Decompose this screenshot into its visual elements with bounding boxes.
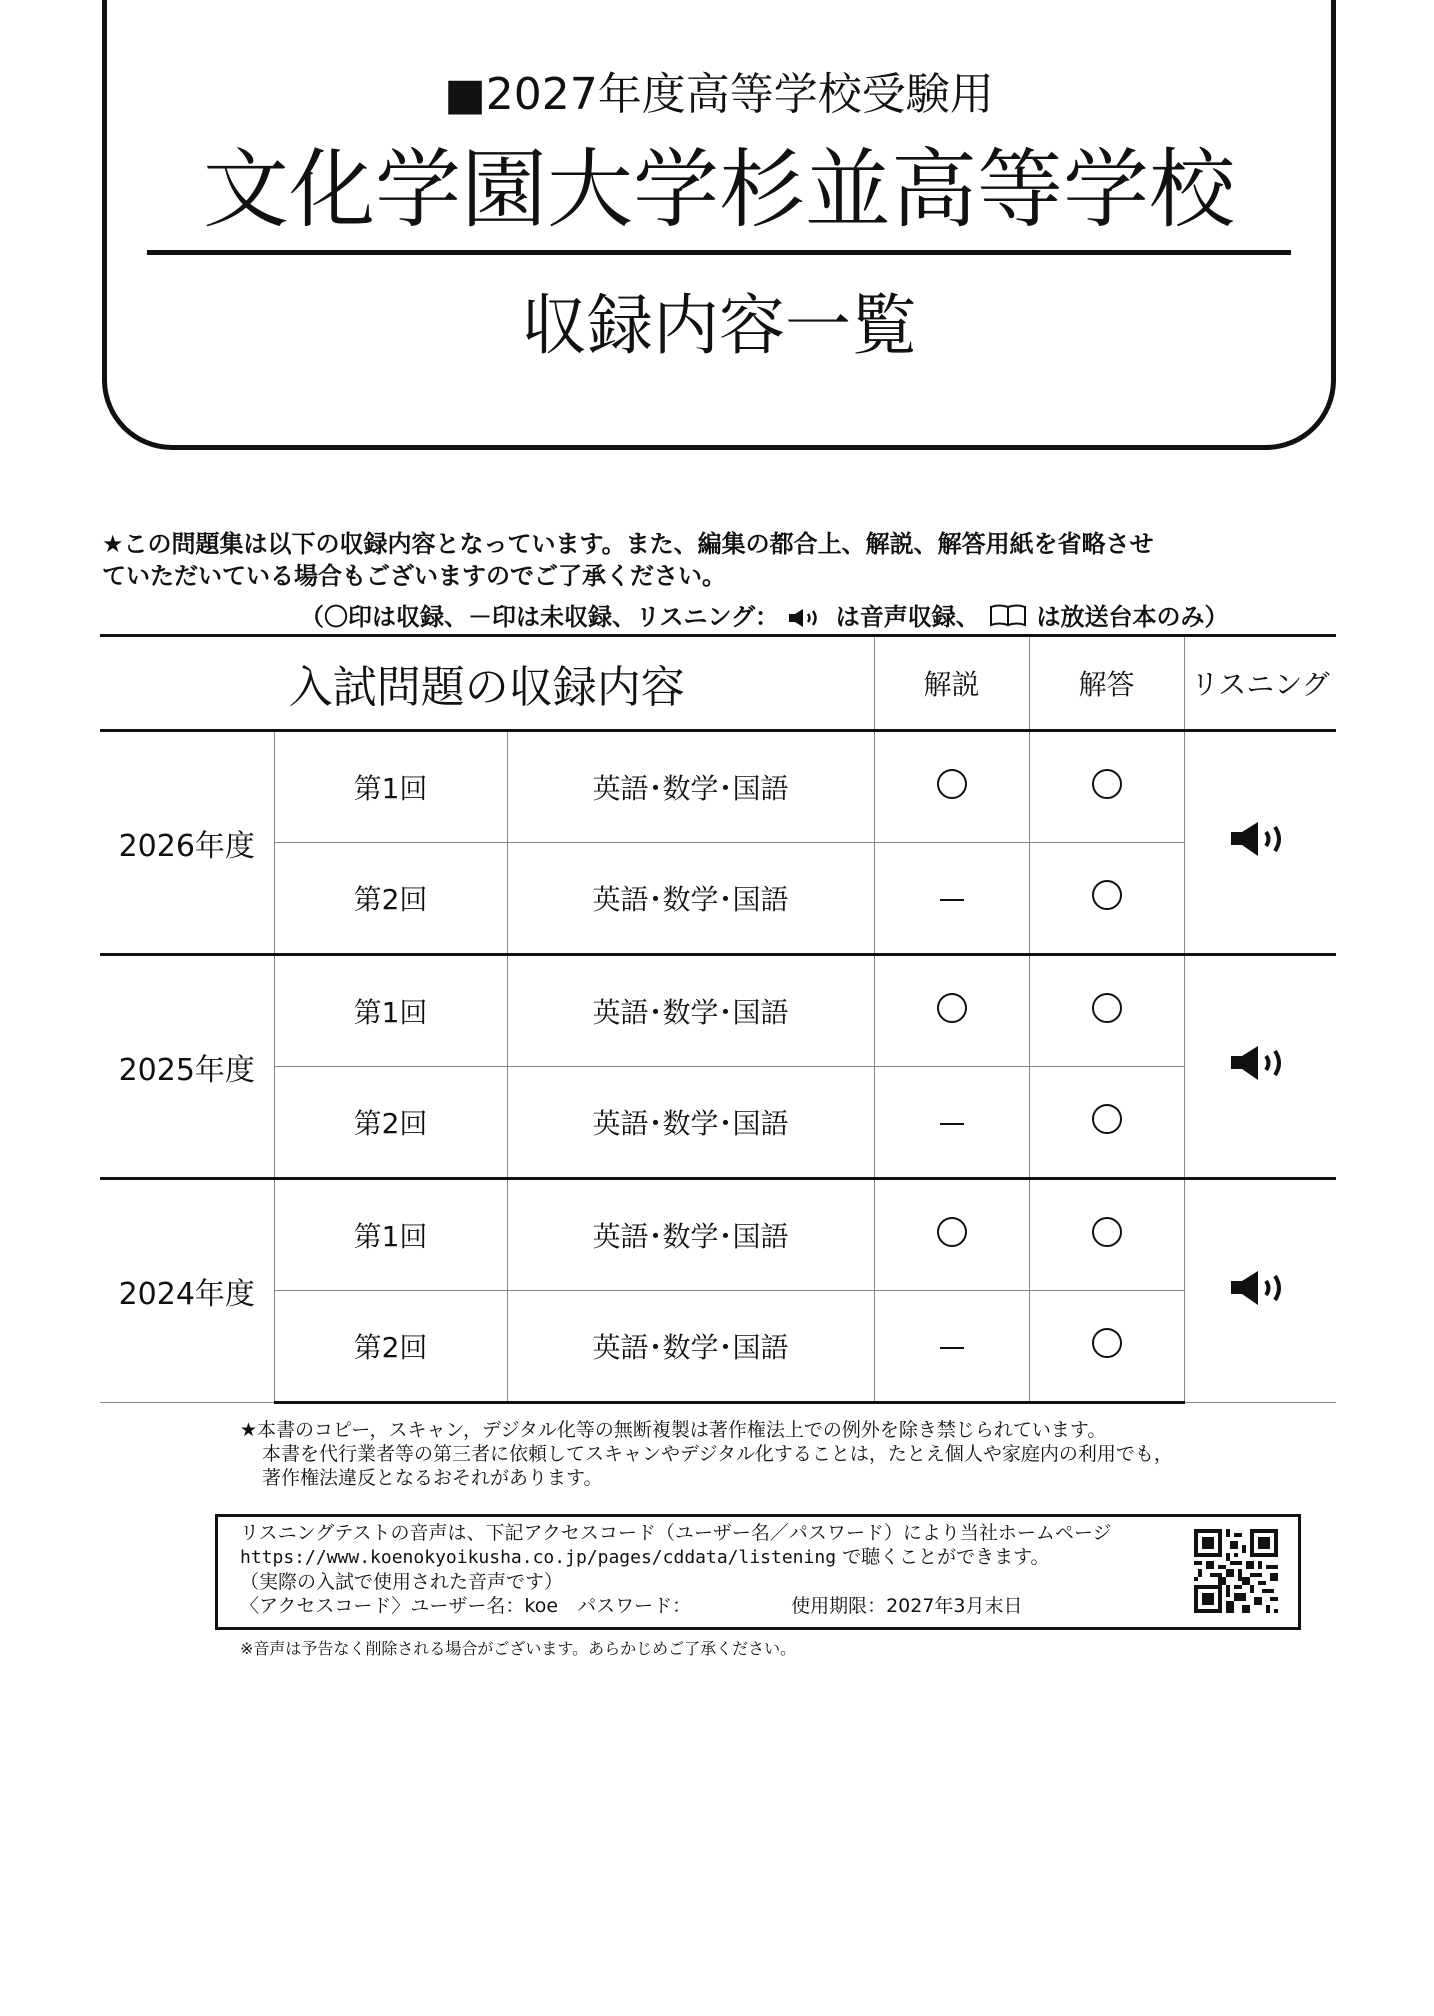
listening-cell xyxy=(1184,731,1336,955)
access-credentials: 〈アクセスコード〉ユーザー名：koe パスワード： xyxy=(240,1595,692,1617)
header-box xyxy=(102,0,1336,450)
circle-mark xyxy=(1092,1217,1122,1247)
dash-mark xyxy=(940,899,964,901)
kaisetsu-cell xyxy=(874,731,1029,843)
kaito-cell xyxy=(1029,955,1184,1067)
access-line-2: https://www.koenokyoikusha.co.jp/pages/cddata/listening で聴くことができます。 xyxy=(240,1546,1050,1568)
access-line-1: リスニングテストの音声は、下記アクセスコード（ユーザー名／パスワード）により当社ホームページ xyxy=(240,1522,1112,1544)
legend-text-c: は放送台本のみ） xyxy=(1036,603,1229,631)
kaito-cell xyxy=(1029,843,1184,955)
subjects-cell: 英語･数学･国語 xyxy=(507,1291,874,1403)
kaito-cell xyxy=(1029,731,1184,843)
subjects-cell: 英語･数学･国語 xyxy=(507,731,874,843)
access-url[interactable]: https://www.koenokyoikusha.co.jp/pages/cddata/listening xyxy=(240,1547,837,1568)
table-header-row xyxy=(100,636,1336,731)
content-note xyxy=(102,528,1332,592)
table-row xyxy=(100,955,1336,1067)
header-kaito: 解答 xyxy=(1029,636,1184,731)
legend-text-b: は音声収録、 xyxy=(835,603,980,631)
kaisetsu-cell xyxy=(874,1179,1029,1291)
circle-mark xyxy=(1092,993,1122,1023)
school-name: 文化学園大学杉並高等学校 xyxy=(147,140,1291,255)
round-cell: 第1回 xyxy=(274,731,507,843)
page-title: 収録内容一覧 xyxy=(521,287,917,364)
listening-cell xyxy=(1184,955,1336,1179)
round-cell: 第2回 xyxy=(274,843,507,955)
book-icon xyxy=(988,603,1028,635)
copyright-line-3: 著作権法違反となるおそれがあります。 xyxy=(262,1467,603,1489)
year-cell: 2024年度 xyxy=(100,1179,274,1403)
copyright-line-1: ★本書のコピー，スキャン，デジタル化等の無断複製は著作権法上での例外を除き禁じられています。 xyxy=(240,1419,1107,1441)
listening-cell xyxy=(1184,1179,1336,1403)
table-row xyxy=(100,843,1336,955)
qr-code-icon xyxy=(1194,1529,1278,1613)
subjects-cell: 英語･数学･国語 xyxy=(507,1179,874,1291)
circle-mark xyxy=(937,1217,967,1247)
access-code-box xyxy=(215,1514,1301,1630)
access-line-3: （実際の入試で使用された音声です） xyxy=(240,1571,564,1593)
kaito-cell xyxy=(1029,1067,1184,1179)
contents-table xyxy=(100,634,1336,1404)
copyright-line-2: 本書を代行業者等の第三者に依頼してスキャンやデジタル化することは，たとえ個人や家庭内の利用でも， xyxy=(262,1443,1173,1465)
circle-mark xyxy=(1092,1328,1122,1358)
speaker-icon xyxy=(1215,819,1305,859)
year-cell: 2026年度 xyxy=(100,731,274,955)
round-cell: 第1回 xyxy=(274,1179,507,1291)
speaker-icon xyxy=(1215,1043,1305,1083)
kaisetsu-cell xyxy=(874,1291,1029,1403)
kaito-cell xyxy=(1029,1179,1184,1291)
note-line-2: ていただいている場合もございますのでご了承ください。 xyxy=(102,562,726,590)
access-line-4 xyxy=(240,1594,1112,1618)
kaisetsu-cell xyxy=(874,1067,1029,1179)
header-subtitle: ■2027年度高等学校受験用 xyxy=(444,69,994,120)
footer-note: ※音声は予告なく削除される場合がございます。あらかじめご了承ください。 xyxy=(240,1639,797,1658)
round-cell: 第2回 xyxy=(274,1291,507,1403)
circle-mark xyxy=(1092,1104,1122,1134)
round-cell: 第2回 xyxy=(274,1067,507,1179)
kaito-cell xyxy=(1029,1291,1184,1403)
header-contents: 入試問題の収録内容 xyxy=(100,636,874,731)
table-row xyxy=(100,731,1336,843)
speaker-icon xyxy=(1215,1268,1305,1308)
kaisetsu-cell xyxy=(874,843,1029,955)
header-kaisetsu: 解説 xyxy=(874,636,1029,731)
header-listening: リスニング xyxy=(1184,636,1336,731)
table-row xyxy=(100,1067,1336,1179)
circle-mark xyxy=(937,993,967,1023)
table-row xyxy=(100,1179,1336,1291)
year-cell: 2025年度 xyxy=(100,955,274,1179)
kaisetsu-cell xyxy=(874,955,1029,1067)
legend xyxy=(300,597,1228,635)
speaker-icon xyxy=(787,607,827,635)
copyright-notice xyxy=(240,1418,1173,1490)
subjects-cell: 英語･数学･国語 xyxy=(507,1067,874,1179)
dash-mark xyxy=(940,1123,964,1125)
circle-mark xyxy=(1092,880,1122,910)
legend-text-a: （〇印は収録、－印は未収録、リスニング： xyxy=(300,603,780,631)
table-row xyxy=(100,1291,1336,1403)
note-line-1: ★この問題集は以下の収録内容となっています。また、編集の都合上、解説、解答用紙を省略させ xyxy=(102,530,1154,558)
circle-mark xyxy=(937,769,967,799)
circle-mark xyxy=(1092,769,1122,799)
subjects-cell: 英語･数学･国語 xyxy=(507,843,874,955)
dash-mark xyxy=(940,1347,964,1349)
access-limit: 使用期限：2027年3月末日 xyxy=(791,1595,1023,1617)
round-cell: 第1回 xyxy=(274,955,507,1067)
subjects-cell: 英語･数学･国語 xyxy=(507,955,874,1067)
